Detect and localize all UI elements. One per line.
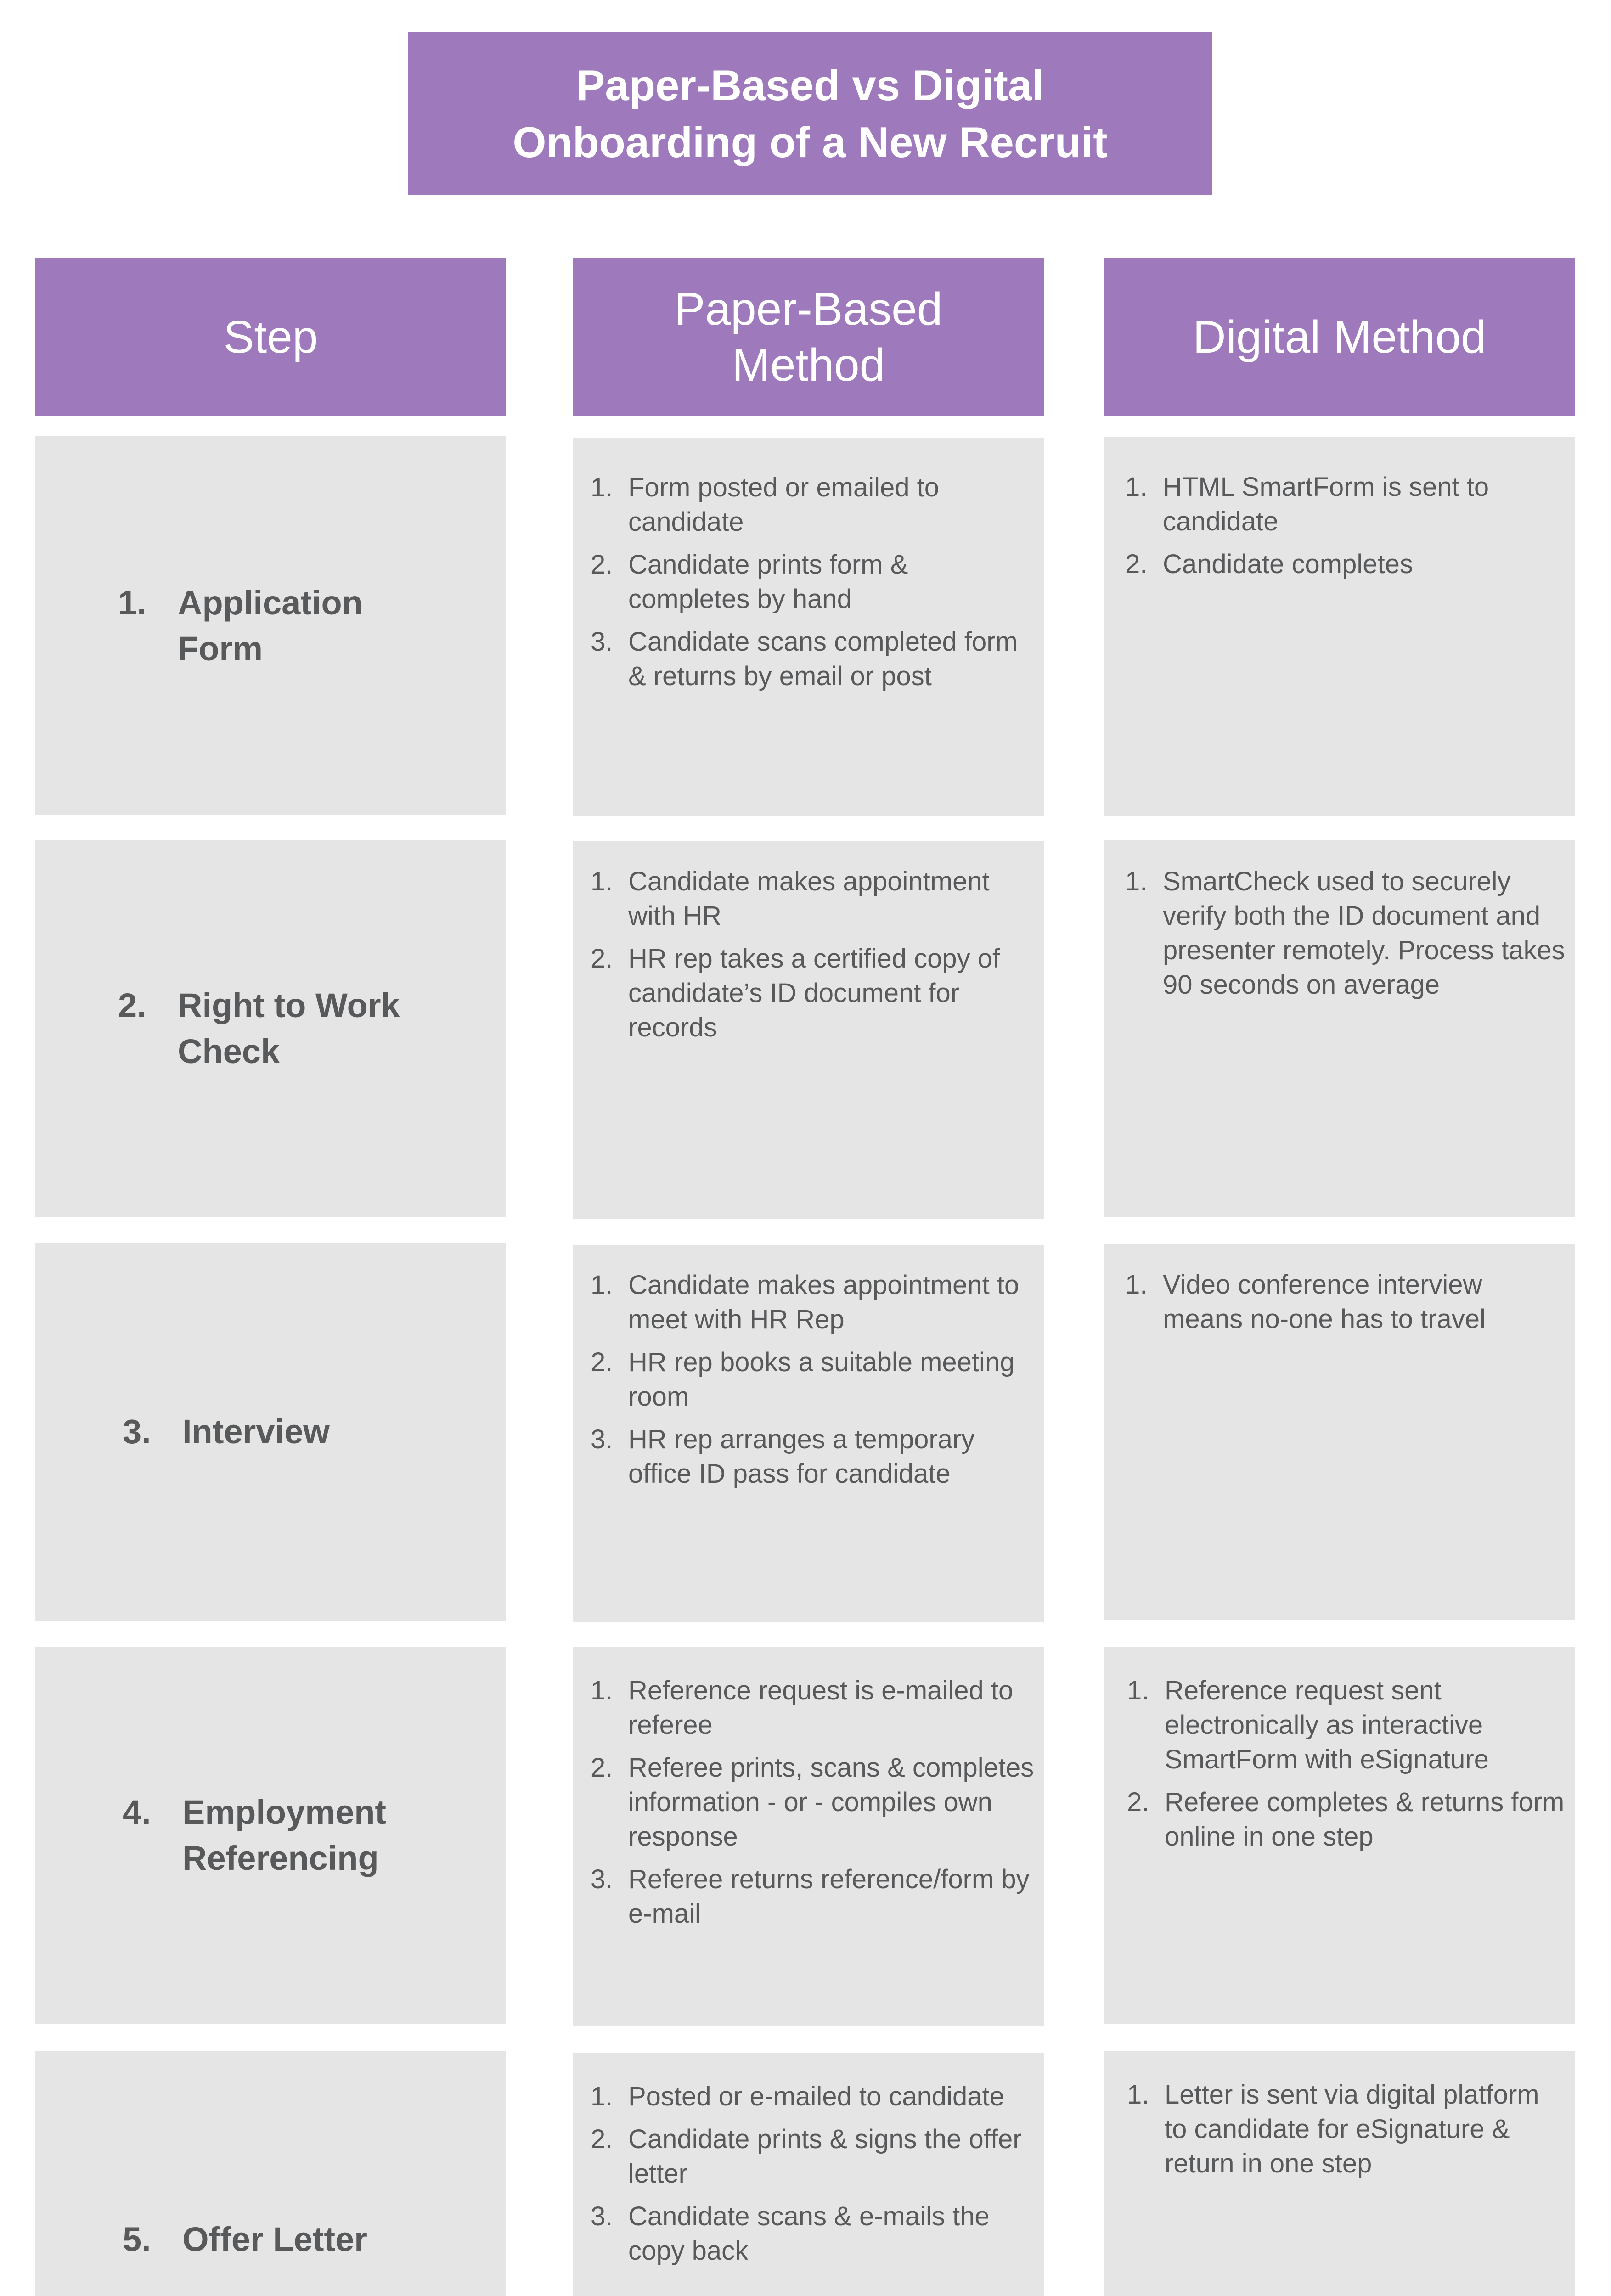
- title-line-2: Onboarding of a New Recruit: [513, 118, 1108, 166]
- step-cell-4: [35, 1647, 506, 2024]
- step-label-4: [123, 1790, 386, 1881]
- digital-cell-3: [1104, 1244, 1575, 1620]
- step-name-line-2: Form: [178, 629, 263, 668]
- digital-list-1: [1125, 470, 1566, 581]
- list-item: 1. Reference request is e-mailed to referee: [591, 1676, 1014, 1740]
- step-cell-5: [35, 2051, 506, 2296]
- paper-list-1: [591, 470, 1035, 693]
- digital-list-5: [1127, 2077, 1566, 2181]
- step-cell-2: [35, 840, 506, 1217]
- paper-cell-2: [573, 841, 1044, 1219]
- list-item: 2. Candidate prints & signs the offer letter: [591, 2124, 1022, 2189]
- digital-cell-2: [1104, 840, 1575, 1217]
- digital-cell-1: [1104, 437, 1575, 816]
- digital-cell-5: [1104, 2051, 1575, 2296]
- header-digital-method: [1104, 258, 1575, 416]
- header-step-label: Step: [223, 311, 318, 363]
- step-number: 4.: [123, 1793, 151, 1831]
- list-item: 3. Referee returns reference/form by e-mail: [591, 1864, 1030, 1929]
- header-paper-line-2: Method: [732, 339, 885, 391]
- paper-cell-1: [573, 438, 1044, 816]
- header-step: [35, 258, 506, 416]
- paper-cell-3: [573, 1245, 1044, 1622]
- list-item: 2. Candidate prints form & completes by hand: [591, 550, 908, 614]
- paper-list-3: [591, 1268, 1035, 1491]
- list-item: 1. Reference request sent electronically as interactive SmartForm with eSignature: [1127, 1676, 1489, 1774]
- paper-list-5: [591, 2079, 1035, 2268]
- step-number: 3.: [123, 1412, 151, 1451]
- list-item: 2. HR rep takes a certified copy of candidate’s ID document for records: [591, 944, 1000, 1042]
- list-item: 1. HTML SmartForm is sent to candidate: [1125, 472, 1489, 536]
- page-title: [408, 32, 1212, 195]
- list-item: 1. Posted or e-mailed to candidate: [591, 2082, 1004, 2111]
- list-item: 2. HR rep books a suitable meeting room: [591, 1347, 1015, 1412]
- title-line-1: Paper-Based vs Digital: [576, 61, 1044, 109]
- step-number: 5.: [123, 2220, 151, 2258]
- list-item: 3. Candidate scans completed form & returns by email or post: [591, 627, 1018, 691]
- step-label-5: [123, 2217, 367, 2262]
- list-item: 1. SmartCheck used to securely verify both the ID document and presenter remotely. Process takes 90 seconds on average: [1125, 867, 1565, 1000]
- step-cell-1: [35, 436, 506, 815]
- header-digital-label: Digital Method: [1193, 311, 1487, 363]
- digital-cell-4: [1104, 1647, 1575, 2024]
- step-name-line-1: Right to Work: [178, 986, 400, 1024]
- digital-list-2: [1125, 864, 1566, 1002]
- list-item: 3. Candidate scans & e-mails the copy back: [591, 2201, 990, 2266]
- step-label-2: [118, 983, 400, 1075]
- step-name-line-1: Interview: [182, 1412, 330, 1451]
- paper-cell-5: [573, 2053, 1044, 2296]
- list-item: 1. Form posted or emailed to candidate: [591, 473, 939, 537]
- list-item: 1. Letter is sent via digital platform to candidate for eSignature & return in one step: [1127, 2080, 1539, 2178]
- list-item: 1. Candidate makes appointment with HR: [591, 867, 990, 931]
- digital-list-3: [1125, 1267, 1566, 1336]
- step-label-3: [123, 1409, 330, 1455]
- list-item: 3. HR rep arranges a temporary office ID pass for candidate: [591, 1424, 975, 1489]
- step-label-1: [118, 580, 363, 672]
- paper-cell-4: [573, 1647, 1044, 2026]
- list-item: 2. Candidate completes: [1125, 549, 1413, 579]
- step-number: 1.: [118, 583, 146, 622]
- digital-list-4: [1127, 1673, 1566, 1854]
- list-item: 1. Candidate makes appointment to meet with HR Rep: [591, 1270, 1020, 1334]
- paper-list-4: [591, 1673, 1035, 1931]
- list-item: 1. Video conference interview means no-one has to travel: [1125, 1270, 1486, 1334]
- step-name-line-1: Offer Letter: [182, 2220, 367, 2258]
- paper-list-2: [591, 864, 1035, 1045]
- step-name-line-1: Employment: [182, 1793, 387, 1831]
- list-item: 2. Referee completes & returns form online in one step: [1127, 1787, 1565, 1851]
- header-paper-method: [573, 258, 1044, 416]
- step-name-line-1: Application: [178, 583, 363, 622]
- step-number: 2.: [118, 986, 146, 1024]
- header-paper-line-1: Paper-Based: [674, 283, 943, 335]
- step-name-line-2: Referencing: [182, 1839, 379, 1877]
- step-name-line-2: Check: [178, 1032, 280, 1070]
- step-cell-3: [35, 1243, 506, 1621]
- list-item: 2. Referee prints, scans & completes information - or - compiles own response: [591, 1753, 1034, 1851]
